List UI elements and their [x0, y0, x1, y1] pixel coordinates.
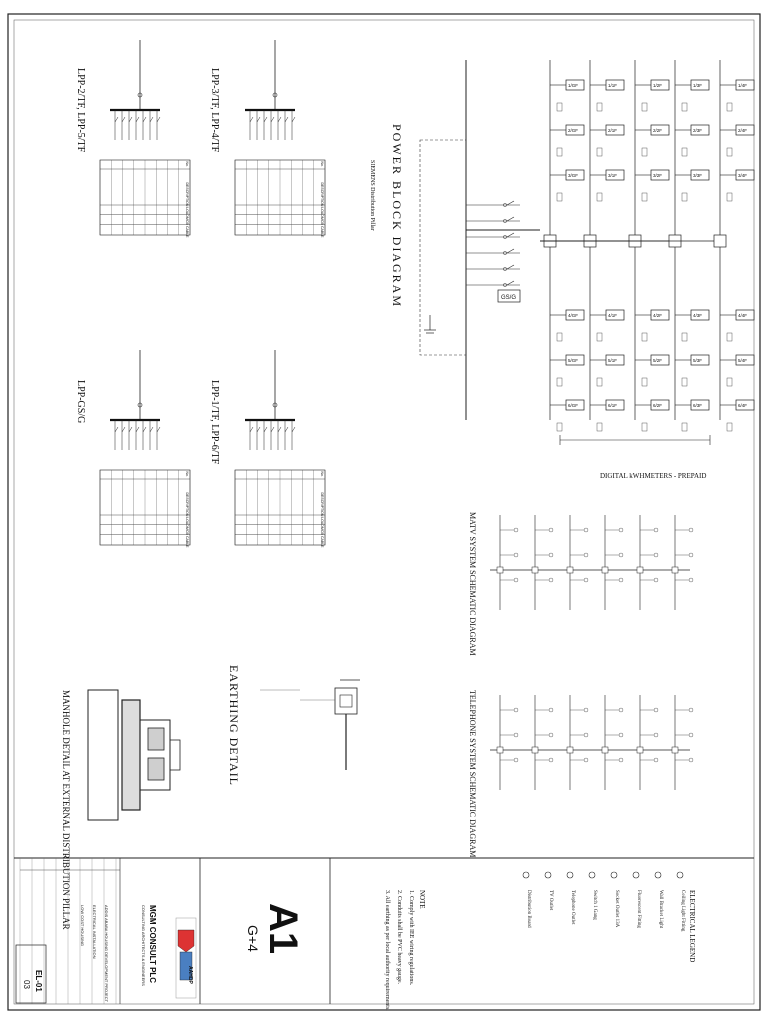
firm-tagline: CONSULTING ARCHITECTS & ENGINEERS	[141, 905, 146, 986]
sheet-size-label: A1	[261, 903, 305, 955]
flat-label: 3/4F	[738, 173, 748, 178]
table-header-cell: MCB	[320, 527, 324, 535]
table-header-cell: LOAD	[185, 517, 189, 527]
legend-item: TV Outlet	[548, 890, 553, 911]
telephone-title: TELEPHONE SYSTEM SCHEMATIC DIAGRAM	[468, 690, 477, 858]
meters-label: DIGITAL kWHMETERS - PREPAID	[600, 472, 707, 480]
flat-label: 5/1F	[608, 358, 618, 363]
legend-item: Switch 1 Gang	[592, 890, 597, 920]
flat-label: 4/4F	[738, 313, 748, 318]
table-header-cell: CABLE	[320, 536, 324, 548]
earthing-title: EARTHING DETAIL	[227, 665, 241, 786]
lpp-2-5-title: LPP-2/TF, LPP-5/TF	[75, 68, 86, 153]
flat-label: 4/3F	[693, 313, 703, 318]
table-header-cell: DESCRIPTION	[320, 492, 324, 517]
flat-label: 2/4F	[738, 128, 748, 133]
table-header-cell: DESCRIPTION	[185, 182, 189, 207]
flat-label: 2/2F	[653, 128, 663, 133]
pillar-label: SIEMENS Distribution Pillar	[369, 160, 375, 231]
flat-label: 4/2F	[653, 313, 663, 318]
notes-title: NOTE	[418, 890, 426, 909]
table-header-cell: No.	[320, 161, 324, 167]
legend-item: Socket Outlet 13A	[614, 890, 619, 928]
table-header-cell: MCB	[320, 217, 324, 225]
table-header-cell: MCB	[185, 527, 189, 535]
drawing-name: ELECTRICAL INSTALLATION	[92, 905, 97, 959]
flat-label: 5/2F	[653, 358, 663, 363]
revision-number: 03	[22, 980, 31, 989]
gsg-label: GS/G	[501, 295, 517, 301]
flat-label: 1/2F	[653, 83, 663, 88]
note-3: 3. All earthing as per local authority requirements.	[384, 890, 390, 1011]
table-header-cell: No.	[185, 161, 189, 167]
flat-label: 3/3F	[693, 173, 703, 178]
legend-item: Wall Bracket Light	[658, 890, 663, 929]
logo-text: AAHDP	[187, 966, 193, 984]
table-header-cell: DESCRIPTION	[320, 182, 324, 207]
flat-label: 1/1F	[608, 83, 618, 88]
manhole-title: MANHOLE DETAIL AT EXTERNAL DISTRIBUTION PILLAR	[61, 690, 71, 930]
flat-label: 6/2F	[653, 403, 663, 408]
flat-label: 6/3F	[693, 403, 703, 408]
table-header-cell: CABLE	[185, 536, 189, 548]
table-header-cell: No.	[185, 471, 189, 477]
lpp-3-4-title: LPP-3/TF, LPP-4/TF	[209, 68, 220, 153]
table-header-cell: LOAD	[185, 207, 189, 217]
power-block-title: POWER BLOCK DIAGRAM	[390, 124, 404, 309]
legend-title: ELECTRICAL LEGEND	[688, 890, 696, 963]
floors-label: G+4	[245, 925, 261, 952]
flat-label: 6/1F	[608, 403, 618, 408]
flat-label: 3/GF	[568, 173, 579, 178]
project-name: ADDIS ABABA HOUSING DEVELOPMENT PROJECT	[104, 905, 109, 1003]
flat-label: 2/GF	[568, 128, 579, 133]
flat-label: 4/1F	[608, 313, 618, 318]
flat-label: 1/4F	[738, 83, 748, 88]
matv-title: MATV SYSTEM SCHEMATIC DIAGRAM	[468, 512, 477, 656]
table-header-cell: LOAD	[320, 207, 324, 217]
flat-label: 5/GF	[568, 358, 579, 363]
legend-item: Distribution Board	[526, 890, 531, 928]
table-header-cell: LOAD	[320, 517, 324, 527]
flat-label: 1/3F	[693, 83, 703, 88]
flat-label: 2/3F	[693, 128, 703, 133]
table-header-cell: CABLE	[185, 226, 189, 238]
legend-item: Ceiling Light Fitting	[680, 890, 685, 932]
legend-item: Telephone Outlet	[570, 890, 575, 925]
flat-label: 6/GF	[568, 403, 579, 408]
lpp-1-6-title: LPP-1/TF, LPP-6/TF	[209, 380, 220, 465]
legend-item: Fluorescent Fitting	[636, 890, 641, 928]
flat-label: 2/1F	[608, 128, 618, 133]
firm-name: MGM CONSULT PLC	[148, 905, 157, 984]
table-header-cell: MCB	[185, 217, 189, 225]
note-1: 1. Comply with IEE wiring regulations.	[408, 890, 414, 986]
flat-label: 5/4F	[738, 358, 748, 363]
flat-label: 3/2F	[653, 173, 663, 178]
flat-label: 1/GF	[568, 83, 579, 88]
block-name: LOW COST HOUSING	[80, 905, 85, 947]
table-header-cell: No.	[320, 471, 324, 477]
flat-label: 6/4F	[738, 403, 748, 408]
flat-label: 3/1F	[608, 173, 618, 178]
note-2: 2. Conduits shall be PVC heavy gauge.	[396, 890, 402, 984]
lpp-gs-title: LPP-GS/G	[75, 380, 86, 424]
table-header-cell: DESCRIPTION	[185, 492, 189, 517]
sheet-number: EL-01	[34, 970, 43, 992]
flat-label: 4/GF	[568, 313, 579, 318]
flat-label: 5/3F	[693, 358, 703, 363]
table-header-cell: CABLE	[320, 226, 324, 238]
